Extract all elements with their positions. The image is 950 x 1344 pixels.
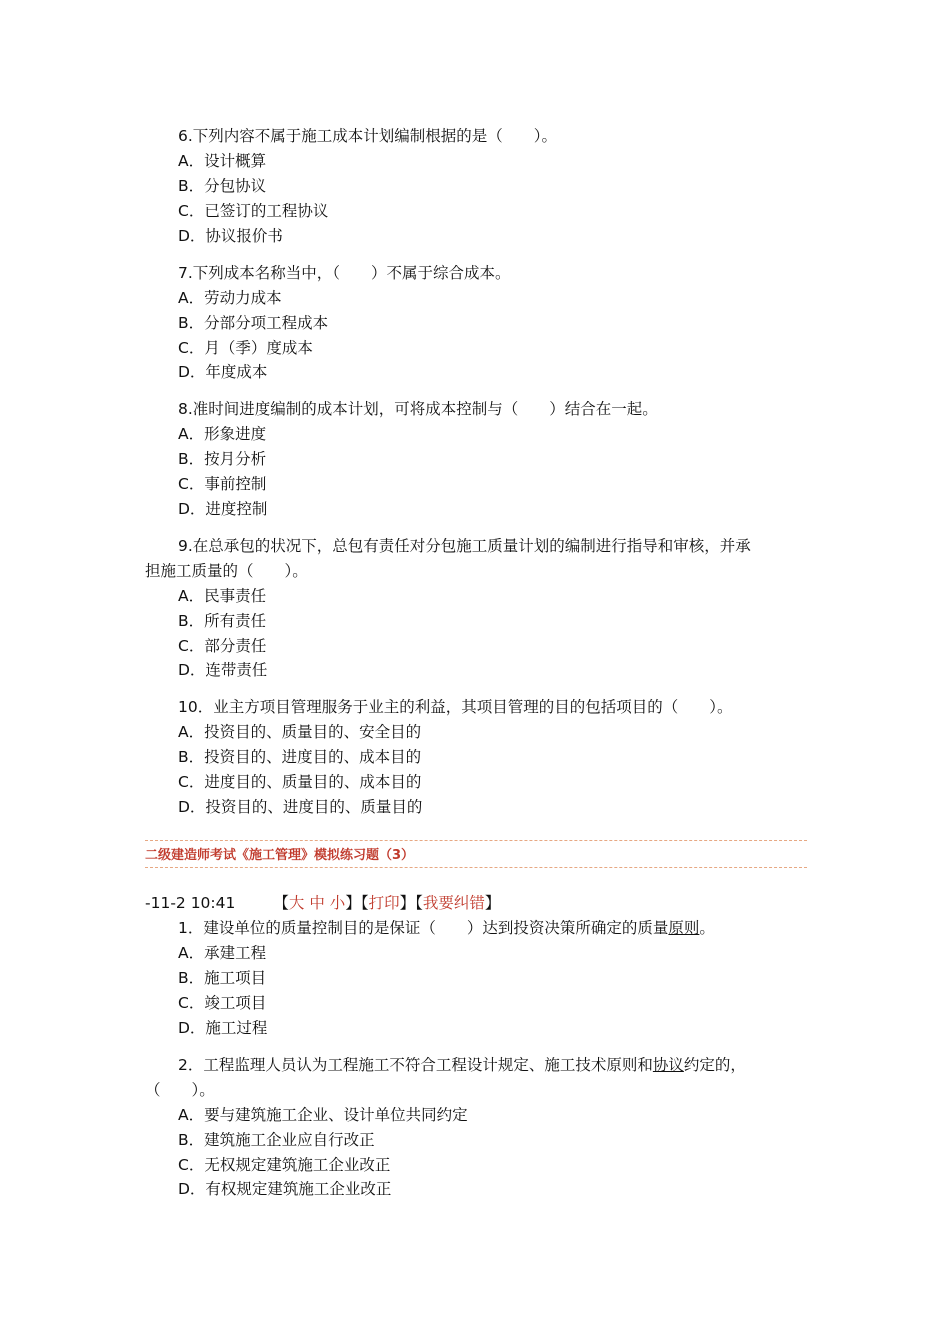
part2-question-1-option-b: B．施工项目 (178, 969, 267, 987)
bracket-separator: 】【 (345, 894, 369, 912)
publish-date: -11-2 10:41 (145, 894, 236, 912)
question-6-option-d: D．协议报价书 (178, 227, 283, 245)
divider-bottom (145, 867, 807, 868)
question-7-option-b: B．分部分项工程成本 (178, 314, 329, 332)
font-size-small-link[interactable]: 小 (329, 894, 346, 912)
question-9-option-b: B．所有责任 (178, 612, 267, 630)
part2-question-2-option-b: B．建筑施工企业应自行改正 (178, 1131, 375, 1149)
question-6-option-c: C．已签订的工程协议 (178, 202, 329, 220)
question-10-option-d: D．投资目的、进度目的、质量目的 (178, 798, 423, 816)
font-size-medium-link[interactable]: 中 (309, 894, 325, 912)
question-8-option-b: B．按月分析 (178, 450, 267, 468)
part2-question-1-option-a: A．承建工程 (178, 944, 267, 962)
part2-question-1-tail: 。 (699, 919, 715, 937)
part2-question-2-tail: 约定的， (683, 1056, 746, 1074)
part2-question-1-text: 1．建设单位的质量控制目的是保证（ ）达到投资决策所确定的质量 (178, 919, 669, 937)
question-9-stem-line1: 9.在总承包的状况下，总包有责任对分包施工质量计划的编制进行指导和审核，并承 (178, 537, 751, 555)
question-8-stem: 8.准时间进度编制的成本计划，可将成本控制与（ ）结合在一起。 (178, 400, 658, 418)
question-8-option-c: C．事前控制 (178, 475, 267, 493)
article-meta (145, 892, 500, 914)
question-10-stem: 10．业主方项目管理服务于业主的利益，其项目管理的目的包括项目的（ ）。 (178, 698, 733, 716)
question-6-stem: 6.下列内容不属于施工成本计划编制根据的是（ ）。 (178, 127, 558, 145)
part2-question-2-stem (178, 1054, 746, 1076)
question-7-option-a: A．劳动力成本 (178, 289, 282, 307)
part2-question-1-stem (178, 917, 715, 939)
part2-question-2-stem-line2: （ ）。 (145, 1081, 215, 1099)
part2-question-1-option-d: D．施工过程 (178, 1019, 268, 1037)
divider-top (145, 840, 807, 841)
print-link[interactable]: 打印 (368, 894, 400, 912)
question-10-option-c: C．进度目的、质量目的、成本目的 (178, 773, 422, 791)
question-9-option-a: A．民事责任 (178, 587, 267, 605)
question-7-option-d: D．年度成本 (178, 363, 268, 381)
bracket-right: 】 (484, 894, 501, 912)
question-8-option-d: D．进度控制 (178, 500, 268, 518)
part2-question-2-option-d: D．有权规定建筑施工企业改正 (178, 1180, 392, 1198)
question-6-option-a: A．设计概算 (178, 152, 267, 170)
part2-question-2-option-c: C．无权规定建筑施工企业改正 (178, 1156, 391, 1174)
term-link[interactable]: 协议 (652, 1056, 684, 1074)
question-7-stem: 7.下列成本名称当中，（ ）不属于综合成本。 (178, 264, 511, 282)
question-10-option-a: A．投资目的、质量目的、安全目的 (178, 723, 422, 741)
part2-question-2-option-a: A．要与建筑施工企业、设计单位共同约定 (178, 1106, 468, 1124)
question-9-stem-line2: 担施工质量的（ ）。 (145, 562, 308, 580)
part2-question-2-text: 2．工程监理人员认为工程施工不符合工程设计规定、施工技术原则和 (178, 1056, 653, 1074)
question-6-option-b: B．分包协议 (178, 177, 267, 195)
section-title: 二级建造师考试《施工管理》模拟练习题（3） (145, 848, 415, 863)
question-8-option-a: A．形象进度 (178, 425, 267, 443)
bracket-separator-2: 】【 (399, 894, 423, 912)
question-7-option-c: C．月（季）度成本 (178, 339, 313, 357)
question-9-option-c: C．部分责任 (178, 637, 267, 655)
term-link[interactable]: 原则 (668, 919, 700, 937)
question-10-option-b: B．投资目的、进度目的、成本目的 (178, 748, 422, 766)
report-error-link[interactable]: 我要纠错 (422, 894, 485, 912)
question-9-option-d: D．连带责任 (178, 661, 268, 679)
part2-question-1-option-c: C．竣工项目 (178, 994, 267, 1012)
bracket-left: 【 (273, 894, 289, 912)
font-size-large-link[interactable]: 大 (288, 894, 305, 912)
